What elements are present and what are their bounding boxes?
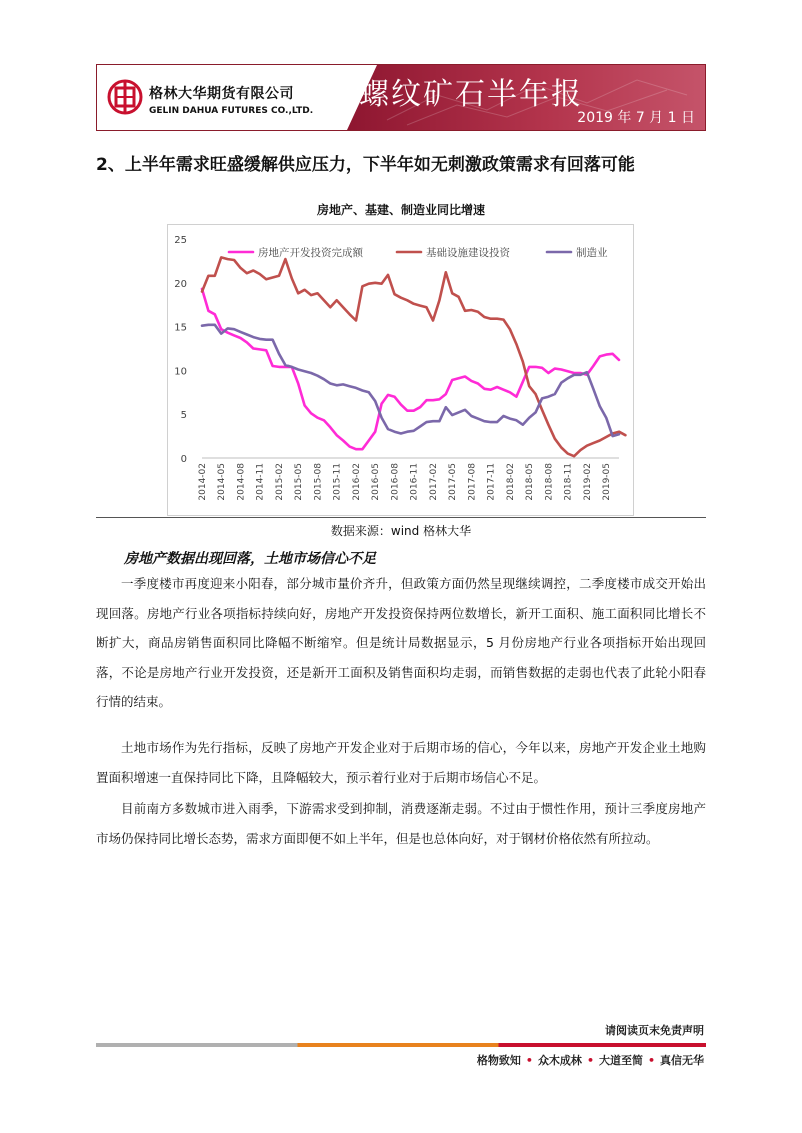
logo-area xyxy=(97,65,355,130)
y-tick-label: 15 xyxy=(174,322,187,334)
company-logo-icon xyxy=(107,79,143,115)
company-name-en: GELIN DAHUA FUTURES CO.,LTD. xyxy=(149,106,314,116)
x-tick-label: 2018-02 xyxy=(505,463,516,501)
y-tick-label: 0 xyxy=(180,454,187,465)
series-line-2 xyxy=(202,257,625,456)
y-tick-label: 10 xyxy=(174,366,187,378)
x-tick-label: 2017-08 xyxy=(467,463,478,501)
x-tick-label: 2019-02 xyxy=(582,463,593,501)
footer-slogans xyxy=(477,1052,704,1068)
section-heading: 2、上半年需求旺盛缓解供应压力，下半年如无刺激政策需求有回落可能 xyxy=(96,155,635,175)
x-tick-label: 2016-02 xyxy=(351,463,362,501)
company-name-cn: 格林大华期货有限公司 xyxy=(149,86,294,102)
slogan-3: 大道至简 xyxy=(598,1054,643,1067)
slogan-1: 格物致知 xyxy=(476,1054,521,1067)
x-tick-label: 2016-11 xyxy=(409,463,420,501)
x-tick-label: 2014-02 xyxy=(198,463,208,501)
footer-color-bar xyxy=(96,1043,706,1047)
x-tick-label: 2017-11 xyxy=(486,463,497,501)
chart-divider xyxy=(96,517,706,518)
x-tick-label: 2016-08 xyxy=(390,463,401,501)
x-tick-label: 2019-05 xyxy=(602,463,613,501)
chart-title: 房地产、基建、制造业同比增速 xyxy=(316,203,485,217)
line-chart xyxy=(167,224,634,516)
slogan-dot: • xyxy=(647,1054,655,1067)
paragraph-3: 目前南方多数城市进入雨季，下游需求受到抑制，消费逐渐走弱。不过由于惯性作用，预计三季度房地产市场仍保持同比增长态势，需求方面即便不如上半年，但是也总体向好，对于钢材价格依然有所拉动。 xyxy=(96,801,706,846)
report-title: 螺纹矿石半年报 xyxy=(359,77,583,112)
x-tick-label: 2018-11 xyxy=(563,463,574,501)
series-line-3 xyxy=(202,325,619,436)
y-tick-label: 25 xyxy=(174,235,187,246)
subheading: 房地产数据出现回落，土地市场信心不足 xyxy=(124,551,376,567)
x-tick-label: 2015-05 xyxy=(294,463,305,501)
x-tick-label: 2016-05 xyxy=(371,463,382,501)
x-tick-label: 2014-08 xyxy=(236,463,247,501)
report-date: 2019 年 7 月 1 日 xyxy=(577,110,695,126)
y-tick-label: 20 xyxy=(174,278,187,290)
x-tick-label: 2014-11 xyxy=(255,463,266,501)
paragraph-2: 土地市场作为先行指标，反映了房地产开发企业对于后期市场的信心，今年以来，房地产开发企业土地购置面积增速一直保持同比下降，且降幅较大，预示着行业对于后期市场信心不足。 xyxy=(96,740,706,785)
legend-label-2: 基础设施建设投资 xyxy=(426,247,510,259)
y-tick-label: 5 xyxy=(180,410,187,422)
slogan-dot: • xyxy=(525,1054,533,1067)
data-source: 数据来源：wind 格林大华 xyxy=(330,524,472,538)
x-tick-label: 2014-05 xyxy=(217,463,228,501)
x-tick-label: 2018-08 xyxy=(544,463,555,501)
slogan-2: 众木成林 xyxy=(537,1054,582,1067)
x-tick-label: 2017-02 xyxy=(428,463,439,501)
x-tick-label: 2017-05 xyxy=(448,463,459,501)
paragraph-1: 一季度楼市再度迎来小阳春，部分城市量价齐升，但政策方面仍然呈现继续调控，二季度楼市成交开始出现回落。房地产行业各项指标持续向好，房地产开发投资保持两位数增长，新开工面积、施工面积同比增长不断扩大，商品房销售面积同比降幅不断缩窄。但是统计局数据显示，5 月份房地产行业各项指标开始出现回落，不论是房地产行业开发投资，还是新开工面积及销售面积均走弱，而销售数据的走弱也代表了此轮小阳春行情的结束。 xyxy=(96,576,706,709)
slogan-4: 真信无华 xyxy=(660,1054,704,1067)
x-tick-label: 2015-08 xyxy=(313,463,324,501)
slogan-dot: • xyxy=(586,1054,594,1067)
x-tick-label: 2018-05 xyxy=(525,463,536,501)
x-tick-label: 2015-11 xyxy=(332,463,343,501)
x-tick-label: 2015-02 xyxy=(274,463,285,501)
disclaimer-note: 请阅读页末免责声明 xyxy=(605,1024,704,1037)
series-line-1 xyxy=(202,289,619,449)
report-header xyxy=(96,64,706,131)
legend-label-1: 房地产开发投资完成额 xyxy=(258,247,363,259)
legend-label-3: 制造业 xyxy=(576,247,608,259)
